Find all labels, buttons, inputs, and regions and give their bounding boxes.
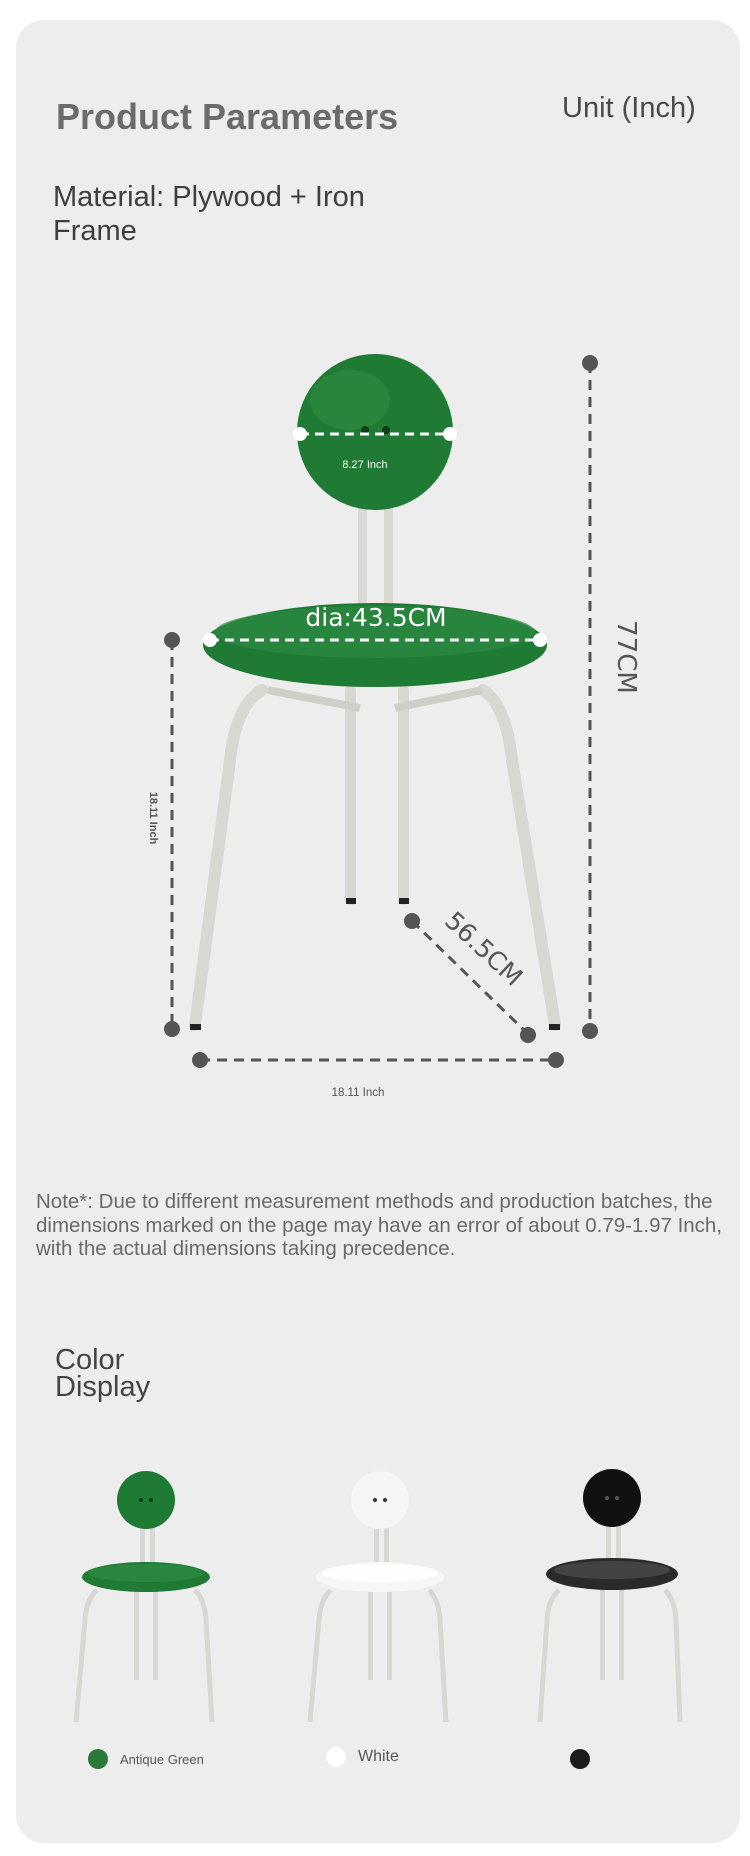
color-option-label: Antique Green [120,1751,204,1767]
seat-height-label: 18.11 Inch [147,791,159,845]
width-label: 18.11 Inch [331,1087,385,1099]
material-label: Material: Plywood + Iron Frame [53,181,365,247]
seat-diameter-label: dia:43.5CM [305,603,447,632]
black-chair-thumbnail [540,1469,680,1722]
color-display-title: Color Display [55,1344,151,1403]
color-option-white [326,1747,399,1767]
white-swatch [326,1747,346,1767]
unit-label: Unit (Inch) [562,92,696,124]
green-swatch [88,1749,108,1769]
backrest-width-label: 8.27 Inch [342,459,388,471]
color-option-label: White [358,1748,399,1765]
page-title: Product Parameters [56,96,399,137]
color-option-antique-green [88,1749,204,1769]
total-height-label: 77CM [611,620,641,694]
color-option-black [570,1749,590,1769]
depth-label: 56.5CM [439,905,529,992]
measurement-note: Note*: Due to different measurement methods and production batches, the dimensions marked on the page may have an error of about 0.79-1.97 Inch, with the actual dimensions taking precedence. [36,1190,723,1260]
main-chair-illustration [190,354,560,1030]
green-chair-thumbnail [76,1471,212,1722]
black-swatch [570,1749,590,1769]
white-chair-thumbnail [310,1471,446,1722]
